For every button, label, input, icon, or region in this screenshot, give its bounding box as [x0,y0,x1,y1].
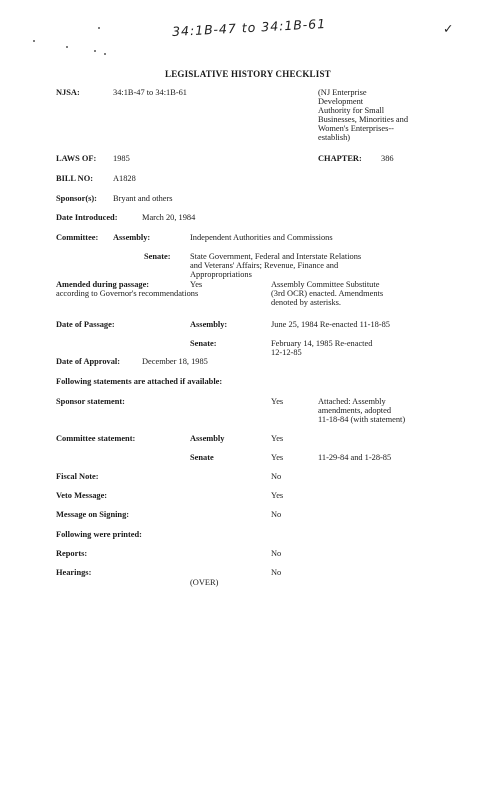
committee-statement-senate-label: Senate [190,453,214,462]
amended-value: Yes [190,280,203,289]
njsa-description-4: Businesses, Minorities and [318,115,409,124]
committee-senate-label: Senate: [144,252,171,261]
amended-note-3: denoted by asterisks. [271,298,342,307]
sponsors-value: Bryant and others [113,194,173,203]
amended-label: Amended during passage: [56,280,150,289]
committee-senate-value-2: and Veterans' Affairs; Revenue, Finance and [190,261,339,270]
approval-value: December 18, 1985 [142,357,208,366]
njsa-value: 34:1B-47 to 34:1B-61 [113,88,187,97]
bill-no-label: BILL NO: [56,174,93,183]
passage-senate-label: Senate: [190,339,217,348]
committee-statement-senate-value: Yes [271,453,284,462]
sponsor-statement-note-2: amendments, adopted [318,406,392,415]
amended-note-1: Assembly Committee Substitute [271,280,380,289]
laws-of-label: LAWS OF: [56,154,97,163]
scan-speck [33,40,35,42]
njsa-description-1: (NJ Enterprise [318,88,367,97]
reports-label: Reports: [56,549,88,558]
passage-senate-value-2: 12-12-85 [271,348,302,357]
over-note: (OVER) [190,578,219,587]
date-introduced-value: March 20, 1984 [142,213,196,222]
approval-label: Date of Approval: [56,357,121,366]
laws-of-value: 1985 [113,154,130,163]
message-on-signing-label: Message on Signing: [56,510,130,519]
njsa-description-2: Development [318,97,364,106]
handwritten-checkmark: ✓ [443,21,455,36]
reports-value: No [271,549,282,558]
committee-statement-senate-note: 11-29-84 and 1-28-85 [318,453,392,462]
fiscal-note-value: No [271,472,282,481]
date-introduced-label: Date Introduced: [56,213,118,222]
passage-assembly-value: June 25, 1984 Re-enacted 11-18-85 [271,320,390,329]
bill-no-value: A1828 [113,174,136,183]
committee-senate-value-3: Appropropriations [190,270,252,279]
committee-label: Committee: [56,233,99,242]
njsa-description-5: Women's Enterprises-- [318,124,394,133]
hearings-value: No [271,568,282,577]
sponsor-statement-note-1: Attached: Assembly [318,397,386,406]
scan-speck [104,53,106,55]
committee-assembly-label: Assembly: [113,233,151,242]
passage-senate-value-1: February 14, 1985 Re-enacted [271,339,373,348]
sponsors-label: Sponsor(s): [56,194,97,203]
scan-speck [66,46,68,48]
hearings-label: Hearings: [56,568,92,577]
amended-note-2: (3rd OCR) enacted. Amendments [271,289,384,298]
amended-line2: according to Governor's recommendations [56,289,199,298]
message-on-signing-value: No [271,510,282,519]
page-title: LEGISLATIVE HISTORY CHECKLIST [165,69,331,79]
scan-speck [98,27,100,29]
njsa-description-6: establish) [318,133,351,142]
chapter-value: 386 [381,154,394,163]
passage-label: Date of Passage: [56,320,115,329]
attached-heading: Following statements are attached if available: [56,377,223,386]
committee-assembly-value: Independent Authorities and Commissions [190,233,333,242]
scan-speck [94,50,96,52]
njsa-label: NJSA: [56,88,80,97]
fiscal-note-label: Fiscal Note: [56,472,99,481]
handwritten-range: 34:1B-47 to 34:1B-61 [171,15,327,40]
committee-statement-assembly-value: Yes [271,434,284,443]
veto-message-label: Veto Message: [56,491,108,500]
committee-senate-value-1: State Government, Federal and Interstate Relations [190,252,362,261]
committee-statement-label: Committee statement: [56,434,136,443]
printed-heading: Following were printed: [56,530,142,539]
sponsor-statement-label: Sponsor statement: [56,397,125,406]
sponsor-statement-value: Yes [271,397,284,406]
committee-statement-assembly-label: Assembly [190,434,225,443]
passage-assembly-label: Assembly: [190,320,228,329]
chapter-label: CHAPTER: [318,154,362,163]
njsa-description-3: Authority for Small [318,106,385,115]
veto-message-value: Yes [271,491,284,500]
sponsor-statement-note-3: 11-18-84 (with statement) [318,415,406,424]
